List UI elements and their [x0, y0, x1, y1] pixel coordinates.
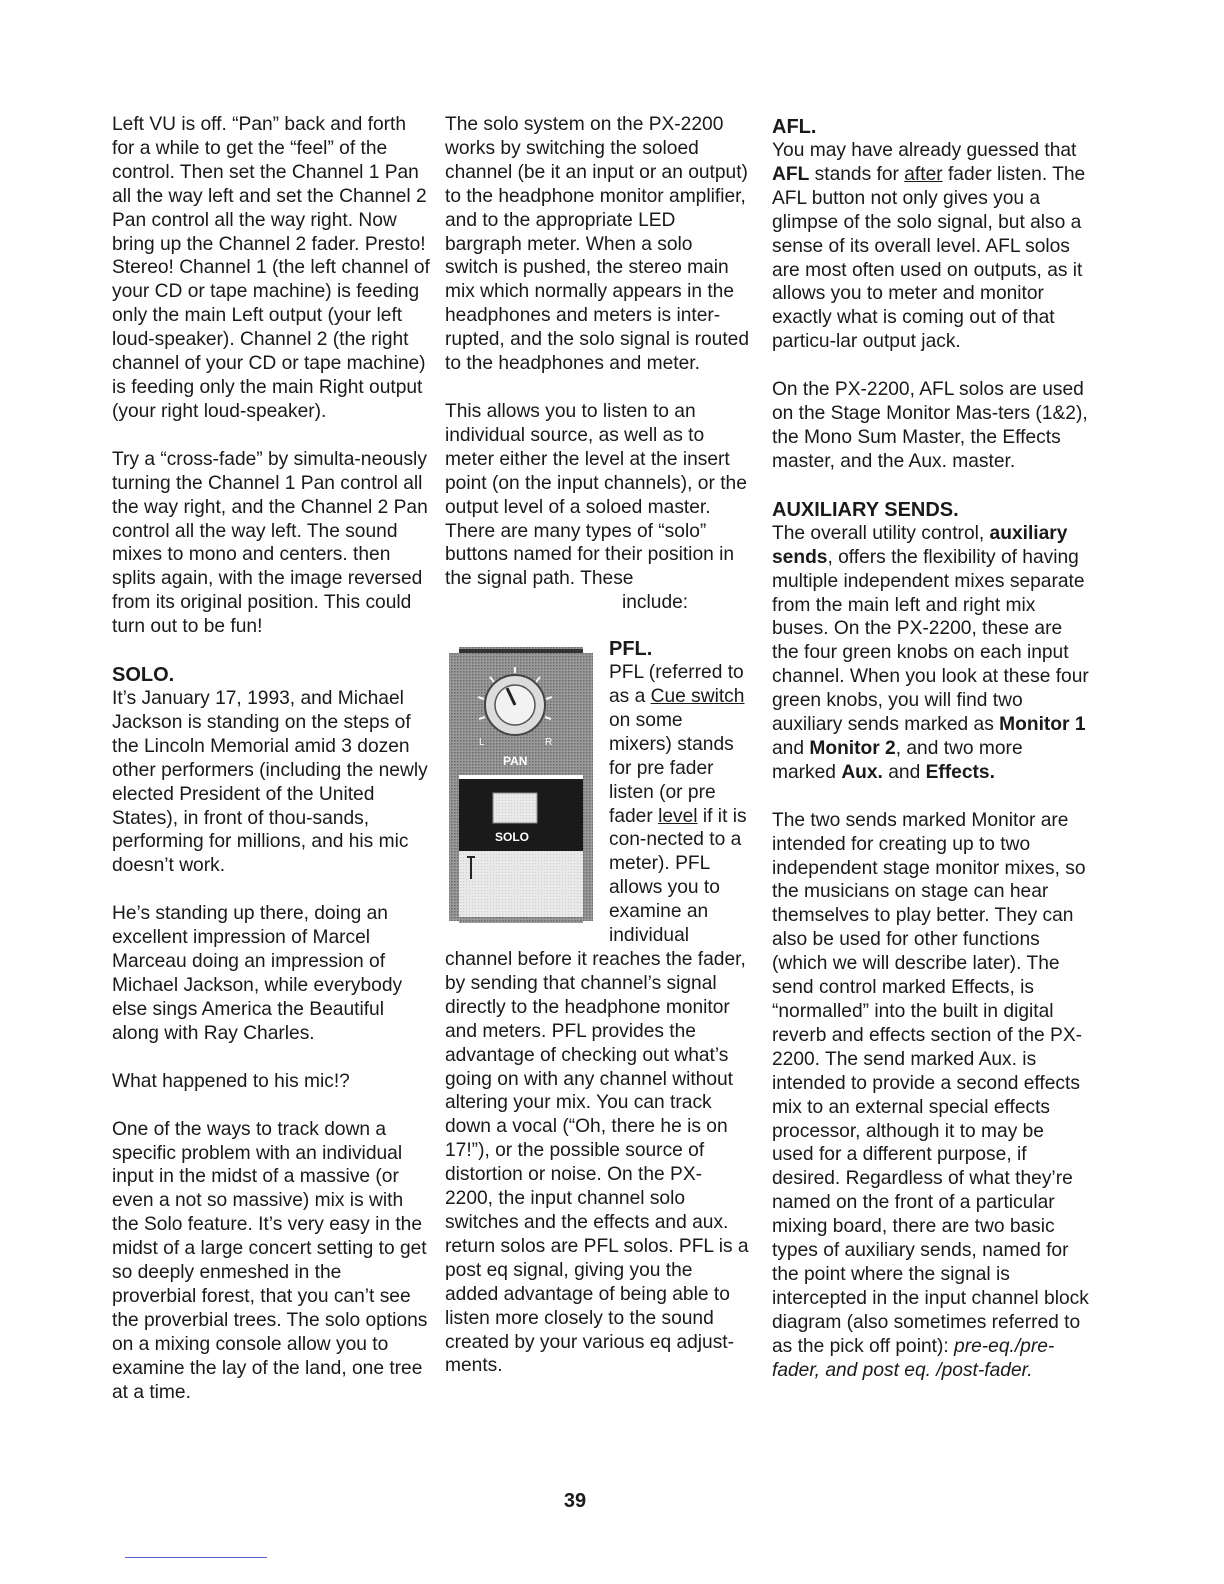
paragraph-monitor-sends — [772, 809, 1090, 1383]
pfl-level: level — [658, 805, 698, 827]
solo-button — [493, 793, 537, 823]
paragraph-aux-sends — [772, 522, 1090, 785]
paragraph-listen-text: This allows you to listen to an individual source, as well as to meter either the level at the insert point (on the input channels), or the output level of a soloed master. There are many types of “solo” buttons named for their position in the signal path. These — [445, 400, 747, 590]
pan-solo-control-image — [445, 647, 597, 927]
bottom-rule — [125, 1557, 267, 1558]
afl-bold: AFL — [772, 163, 810, 185]
aux-monitor-1: Monitor 1 — [999, 714, 1086, 736]
pfl-cue-switch: Cue switch — [650, 686, 745, 708]
pfl-text-b: on some mixers) stands for pre fader listen (or pre fader — [609, 709, 734, 827]
monitor-text: The two sends marked Monitor are intended for creating up to two independent stage monitor mixes, so the musicians on stage can hear themselves to play better. They can also be used for other functions (which we will describe later). The send control marked Effects, is “normalled” into the built in digital reverb and effects section of the PX-2200. The send marked Aux. is intended to provide a second effects mix to an external special effects processor, although it to may be used for a different purpose, if desired. Regardless of what they’re named on the front of a particular mixing board, there are two basic types of auxiliary sends, named for the point where the signal is intercepted in the input channel block diagram (also sometimes referred to as the pick off point): — [772, 809, 1089, 1357]
pan-label: PAN — [503, 754, 528, 769]
aux-and-2: and — [882, 761, 926, 783]
mixer-strip-illustration — [445, 647, 597, 927]
pfl-text-c: if it is con-nected to a meter). PFL allows you to examine an individual channel before it reaches the fader, by sending that channel’s signal directly to the headphone monitor and meters. PFL provides the advantage of checking out what’s going on with any channel without altering your mix. You can track down a vocal (“Oh, there he is on 17!”), or the possible source of distortion or noise. On the PX-2200, the input channel solo switches and the effects and aux. return solos are PFL solos. PFL is a post eq signal, giving you the added advantage of being able to listen more closely to the sound created by your various eq adjust-ments. — [445, 805, 749, 1377]
monitor-italic: pre-eq./pre-fader, and post eq. /post-fader. — [772, 1335, 1055, 1381]
afl-text-b: stands for — [809, 163, 905, 185]
afl-text-a: You may have already guessed that — [772, 140, 1077, 161]
aux-text-a: The overall utility control, — [772, 522, 990, 544]
aux-aux: Aux. — [841, 761, 883, 783]
paragraph-michael-jackson: It’s January 17, 1993, and Michael Jackson is standing on the steps of the Lincoln Memorial amid 3 dozen other performers (including the newly elected President of the United States), in front of thou-sands, performing for millions, and his mic doesn’t work. — [112, 688, 428, 877]
solo-label: SOLO — [495, 830, 530, 845]
afl-text-c: fader listen. The AFL button not only gives you a glimpse of the solo signal, but also a sense of its overall level. AFL solos are most often used on outputs, as it allows you to meter and monitor exactly what is coming out of that particu-lar output jack. — [772, 163, 1086, 353]
paragraph-solo-feature: One of the ways to track down a specific problem with an individual input in the midst of a massive (or even a not so massive) mix is with the Solo feature. It’s very easy in the midst of a large concert setting to get so deeply enmeshed in the proverbial forest, that you can’t see the proverbial trees. The solo options on a mixing console allow you to examine the lay of the land, one tree at a time. — [112, 1118, 428, 1403]
heading-pfl: PFL. — [609, 638, 653, 661]
aux-text-b: , offers the flexibility of having multiple independent mixes separate from the main left and right mix buses. On the PX-2200, these are the four green knobs on each input channel. When you look at these four green knobs, you will find two auxiliary sends marked as — [772, 546, 1089, 736]
paragraph-afl — [772, 139, 1090, 354]
column-middle — [445, 113, 750, 1402]
heading-auxiliary-sends: AUXILIARY SENDS. — [772, 498, 959, 521]
aux-effects: Effects. — [925, 761, 995, 783]
aux-text-c: , and two more marked — [772, 737, 1023, 783]
paragraph-cross-fade: Try a “cross-fade” by simulta-neously turning the Channel 1 Pan control all the way right, and the Channel 2 Pan control all the way left. The sound mixes to mono and centers. then splits again, with the image reversed from its original position. This could turn out to be fun! — [112, 448, 428, 638]
paragraph-solo-system: The solo system on the PX-2200 works by switching the soloed channel (be it an input or an output) to the headphone monitor amplifier, and to the appropriate LED bargraph meter. When a solo switch is pushed, the stereo main mix which normally appears in the headphones and meters is inter-rupted, and the solo signal is routed to the headphones and meter. — [445, 114, 750, 375]
paragraph-include: include: — [622, 592, 689, 614]
page-number: 39 — [563, 1490, 587, 1512]
pfl-text-a: PFL (referred to as a — [609, 662, 744, 708]
paragraph-listen-individual — [445, 400, 750, 615]
column-left — [112, 113, 430, 1429]
aux-monitor-2: Monitor 2 — [809, 737, 896, 759]
paragraph-pan-stereo: Left VU is off. “Pan” back and forth for a while to get the “feel” of the control. Then set the Channel 1 Pan all the way left and set the Channel 2 Pan control all the way right. Now bring up the Channel 2 fader. Presto! Stereo! Channel 1 (the left channel of your CD or tape machine) is feeding only the main Left output (your left loud-speaker). Channel 2 (the right channel of your CD or tape machine) is feeding only the main Right output (your right loud-speaker). — [112, 114, 430, 422]
column-right — [772, 113, 1090, 1407]
heading-afl: AFL. — [772, 116, 817, 138]
pan-l-label: L — [479, 737, 485, 749]
aux-bold: auxiliary sends — [772, 522, 1068, 568]
paragraph-marceau: He’s standing up there, doing an excellent impression of Marcel Marceau doing an impression of Michael Jackson, while everybody else sings America the Beautiful along with Ray Charles. — [112, 903, 403, 1044]
afl-after: after — [904, 163, 943, 185]
pan-r-label: R — [545, 737, 553, 749]
pfl-section — [445, 637, 750, 1378]
paragraph-afl-px2200: On the PX-2200, AFL solos are used on the Stage Monitor Mas-ters (1&2), the Mono Sum Master, the Effects master, and the Aux. master. — [772, 379, 1088, 472]
paragraph-what-happened: What happened to his mic!? — [112, 1070, 350, 1092]
aux-and: and — [772, 737, 810, 759]
heading-solo: SOLO. — [112, 664, 175, 687]
